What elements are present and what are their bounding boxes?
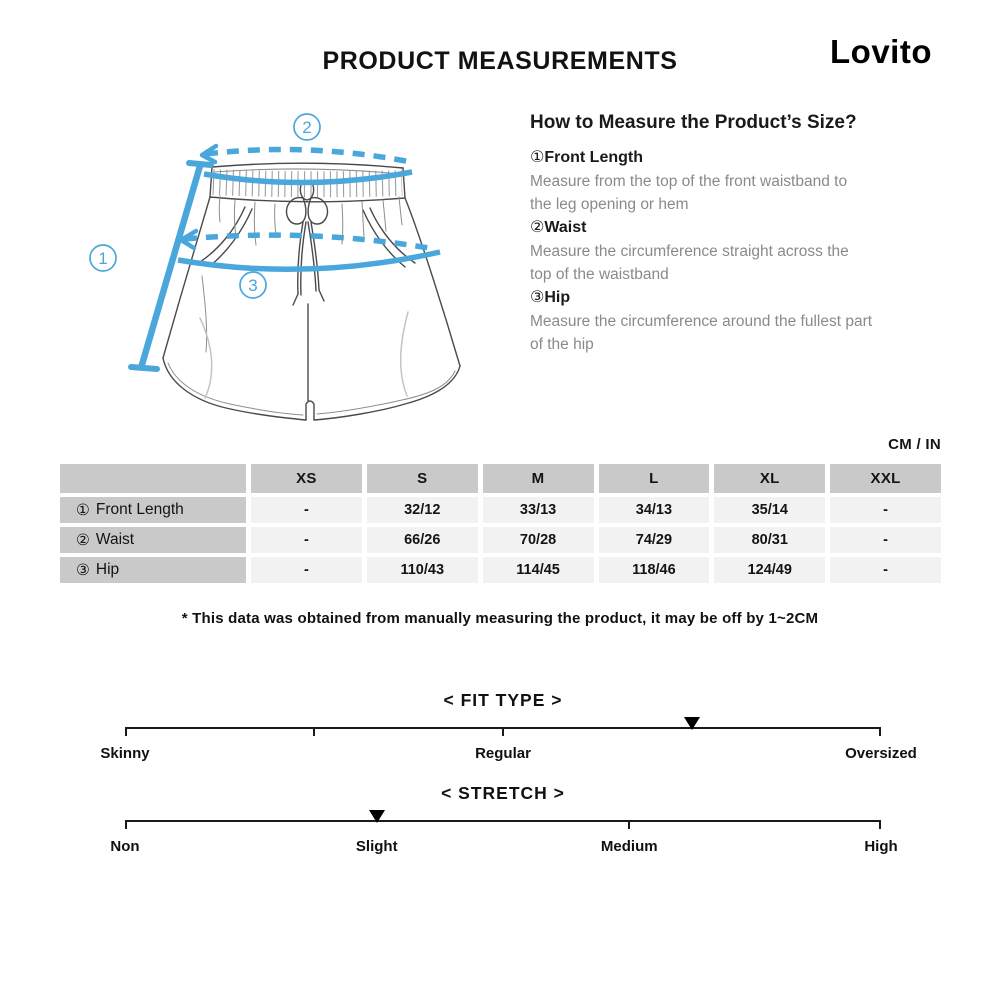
brand-logo: Lovito bbox=[830, 33, 932, 70]
measurement-value: 124/49 bbox=[714, 557, 825, 583]
row-label bbox=[60, 557, 246, 583]
measurement-value: - bbox=[251, 497, 362, 523]
scale-tick bbox=[879, 820, 881, 829]
size-column-header-l: L bbox=[599, 464, 710, 493]
item-label-text: Waist bbox=[544, 219, 587, 236]
size-column-header-m: M bbox=[483, 464, 594, 493]
scale-label: Medium bbox=[600, 838, 658, 855]
scale-tick bbox=[502, 727, 504, 736]
measurement-value: - bbox=[830, 557, 941, 583]
scale-tick bbox=[879, 727, 881, 736]
row-label bbox=[60, 497, 246, 523]
measurement-value: 118/46 bbox=[599, 557, 710, 583]
waist-measure-line bbox=[202, 146, 412, 183]
scale-label: Non bbox=[110, 838, 140, 855]
item-number-badge: ③ bbox=[530, 289, 545, 306]
fit-type-labels bbox=[100, 745, 917, 763]
callout-1 bbox=[90, 245, 116, 271]
stretch-scale bbox=[110, 783, 898, 856]
howto-item-label bbox=[530, 146, 962, 170]
measurement-value: 34/13 bbox=[599, 497, 710, 523]
item-description-line: of the hip bbox=[530, 336, 594, 353]
fit-type-title: < FIT TYPE > bbox=[443, 690, 563, 710]
measurement-value: 33/13 bbox=[483, 497, 594, 523]
scale-marker bbox=[369, 810, 385, 823]
howto-item-hip bbox=[530, 286, 962, 356]
page-title: PRODUCT MEASUREMENTS bbox=[322, 47, 678, 75]
row-number-badge: ① bbox=[76, 501, 90, 519]
stretch-labels bbox=[110, 838, 898, 856]
size-table bbox=[60, 464, 941, 583]
size-column-header-xl: XL bbox=[714, 464, 825, 493]
measurement-value: 32/12 bbox=[367, 497, 478, 523]
measurement-value: - bbox=[830, 527, 941, 553]
stretch-axis bbox=[125, 820, 881, 822]
howto-item-front-length bbox=[530, 146, 962, 216]
fit-type-axis bbox=[125, 727, 881, 729]
measurement-value: - bbox=[830, 497, 941, 523]
scale-label: High bbox=[864, 838, 898, 855]
measurement-note: * This data was obtained from manually measuring the product, it may be off by 1~2CM bbox=[181, 610, 819, 627]
measurement-value: - bbox=[251, 557, 362, 583]
row-label-text: Waist bbox=[95, 531, 135, 548]
scale-tick bbox=[125, 820, 127, 829]
measurement-value: 66/26 bbox=[367, 527, 478, 553]
howto-item-label bbox=[530, 216, 962, 240]
measure-instructions bbox=[530, 112, 962, 356]
row-number-badge: ③ bbox=[76, 561, 90, 579]
item-label-text: Hip bbox=[544, 289, 571, 306]
measurement-value: - bbox=[251, 527, 362, 553]
howto-item-label bbox=[530, 286, 962, 310]
shorts-measurement-diagram bbox=[50, 90, 530, 440]
stretch-title: < STRETCH > bbox=[441, 783, 565, 803]
measurement-value: 35/14 bbox=[714, 497, 825, 523]
scale-label: Slight bbox=[355, 838, 398, 855]
size-column-header-xxl: XXL bbox=[830, 464, 941, 493]
scale-marker bbox=[684, 717, 700, 730]
howto-item-waist bbox=[530, 216, 962, 286]
scale-label: Skinny bbox=[100, 745, 150, 762]
item-description-line: top of the waistband bbox=[530, 266, 669, 283]
size-column-header-xs: XS bbox=[251, 464, 362, 493]
callout-1-number: 1 bbox=[98, 249, 108, 268]
measurement-value: 70/28 bbox=[483, 527, 594, 553]
fabric-creases bbox=[200, 196, 408, 398]
measurement-value: 74/29 bbox=[599, 527, 710, 553]
fit-type-scale bbox=[100, 690, 917, 763]
scale-label: Regular bbox=[475, 745, 531, 762]
scale-label: Oversized bbox=[845, 745, 917, 762]
measurement-value: 114/45 bbox=[483, 557, 594, 583]
item-label-text: Front Length bbox=[544, 149, 643, 166]
item-description-line: Measure from the top of the front waistband to bbox=[530, 173, 848, 190]
howto-heading: How to Measure the Product’s Size? bbox=[530, 112, 857, 133]
measurement-value: 110/43 bbox=[367, 557, 478, 583]
callout-2 bbox=[294, 114, 320, 140]
callout-3-number: 3 bbox=[248, 276, 258, 295]
unit-label: CM / IN bbox=[888, 436, 941, 453]
item-number-badge: ② bbox=[530, 219, 545, 236]
table-corner-cell bbox=[60, 464, 246, 493]
callout-3 bbox=[240, 272, 266, 298]
row-label-text: Front Length bbox=[95, 501, 184, 518]
item-description-line: Measure the circumference straight across the bbox=[530, 243, 849, 260]
scale-tick bbox=[628, 820, 630, 829]
row-number-badge: ② bbox=[76, 531, 90, 549]
callout-2-number: 2 bbox=[302, 118, 312, 137]
size-column-header-s: S bbox=[367, 464, 478, 493]
row-label bbox=[60, 527, 246, 553]
item-description-line: the leg opening or hem bbox=[530, 196, 689, 213]
scale-tick bbox=[313, 727, 315, 736]
measurement-value: 80/31 bbox=[714, 527, 825, 553]
scale-tick bbox=[125, 727, 127, 736]
shorts-outline bbox=[163, 197, 460, 420]
item-description-line: Measure the circumference around the fullest part bbox=[530, 313, 873, 330]
row-label-text: Hip bbox=[95, 561, 120, 578]
item-number-badge: ① bbox=[530, 149, 545, 166]
